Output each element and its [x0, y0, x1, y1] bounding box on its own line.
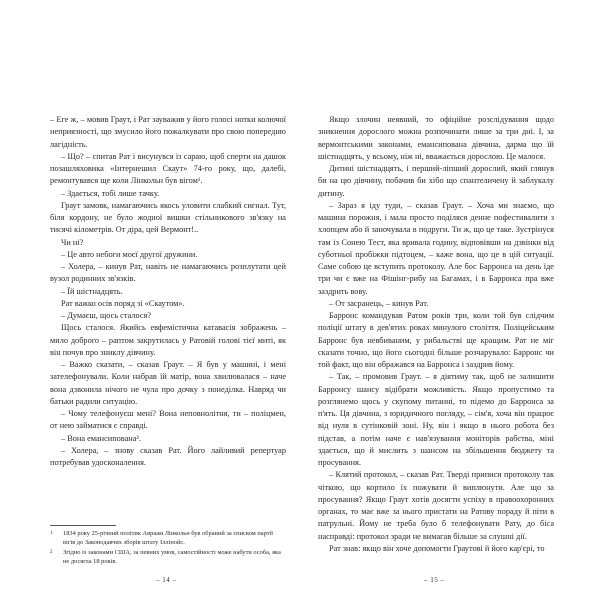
paragraph: – Важко сказати, – сказав Граут. – Я був у машині, і мені зателефонували. Коли набрав їй матір, вона хвилювалася – наче вона дзвонила нічого не чула про дочку з понеділка. Навряд чи батьки радили ситуацію.	[50, 360, 286, 406]
paragraph: Барронс командував Ратом років три, коли той був слідчим поліції штату в дев'ятих роках минулого століття. Поліцейським Барронс був невбиваним, у рибальстві ще кращим. Рат не міг сказати точно, що його сьогодні більше розчарувало: Барронс чи той факт, що він ображався на Барронса і заздрив йому.	[318, 311, 554, 369]
footnotes	[50, 525, 286, 568]
paragraph: – Що? – спитав Рат і висунувся із сараю, щоб сперти на дашок позашляховика «Інтернешил Скаут» 74-го року, що, далебі, ремонтувався ще коли Лінкольн був вігом¹.	[50, 151, 286, 186]
paragraph: – Здається, тобі лише тачку.	[61, 188, 160, 198]
paragraph: – Зараз я іду туди, – сказав Граут. – Хоча ми знаємо, що машина порожня, і мала просто поділяся денне пофестивалити з хлопцем або й заночувала в подруги. Ти ж, що це таке. Зустрінуся там із Сонею Тест, яка вривала годину, відповівши на дзвінки від суботньої пробіжки підтоцем, – каже вона, що це в цій ситуації. Саме собою це вступить протоколу. Але бос Барронса на день їде три чи є вже на Фішінг-рибу на Багамах, і в Барронса пра вже заздрить вову.	[318, 200, 554, 296]
left-page	[50, 114, 286, 469]
paragraph: – От засранець, – кинув Рат.	[329, 298, 429, 308]
paragraph: Рат важко осів поряд зі «Скаутом».	[61, 298, 185, 308]
paragraph: Граут замовк, намагаючись якось уловити слабкий сигнал. Тут, біля кордону, не було жодної вишки стільникового зв'язку на тисячі кілометрів. От діра, цей Вермонт!..	[50, 200, 286, 235]
paragraph: – Чому телефонуєш мені? Вона неповнолітня, ти – поліцмен, от нею займатися є справді.	[50, 409, 286, 431]
footnote-text: 1834 року 25-річний політик Авраам Лінкольн був обраний за списком партії вігів до Законодавчих зборів штату Іллінойс.	[63, 530, 274, 546]
paragraph: – Це авто небоги моєї другої дружини.	[61, 249, 198, 259]
footnote-divider	[50, 525, 116, 526]
paragraph: Чи ні?	[61, 237, 84, 247]
paragraph: Якщо злочин неявний, то офіційне розслідування щодо зникнення дорослого можна розпочинати лише за три дні. І, за вермонтськими законами, емансипована дівчина, дарма що їй шістнадцять, у всьому, ніж ні, вважається дорослою. Це малося.	[318, 115, 554, 161]
paragraph: Рат знав: якщо він хоче допомогти Граутові й його кар'єрі, то	[329, 543, 545, 553]
footnote-mark: 1	[50, 531, 53, 536]
right-page	[318, 114, 554, 555]
paragraph: Щось сталося. Якийсь евфемістична катавасія зображень – мило доброго – раптом закрутилась у Ратовій голові тієї миті, як він почув про зниклу дівчину.	[50, 323, 286, 357]
footnote-text: Згідно із законами США, за певних умов, самостійності може набути особа, яка не досягла 18 років.	[63, 549, 281, 565]
paragraph: Дитині шістнадцять, і перший-ліпший дорослий, який глянув би на цю дівчину, побачив би хібо що спантеличену й заблукалу дитину.	[318, 164, 554, 198]
footnote	[50, 549, 286, 566]
paragraph: – Холера, – кинув Рат, навіть не намагаючись розплутати цей вузол родинних зв'язків.	[50, 262, 286, 284]
paragraph: – Їй шістнадцять.	[61, 286, 123, 296]
paragraph: – Так, – промовив Граут. – я діятиму так, щоб не залишити Барронсу шансу відібрати можливість. Якщо пропустимо та розглянемо щось у скупому питанні, то підемо до Барронса за п'ять. Ця дівчина, з юридичного погляду, – сім'я, хоча він працює від нуля в сутінковій зоні. Ну, він і якщо в нього робота без підстав, а потім наче є нав'язування моніторів рабства, міні здається, що й мислить з шансом на збільшення бюджету та просування.	[318, 372, 554, 467]
footnote-mark: 2	[50, 550, 53, 556]
page-number-right: – 15 –	[424, 576, 445, 584]
paragraph: – Клятий протокол, – сказав Рат. Тверді приписи протоколу так чіткою, що кортило їх пожувати й виплюнути. Але що за просування? Якщо Граут хотів досягти успіху в правоохоронних органах, то має вже за нього пристати на Ратову пораду й піти в патрульні. Йому не треба було б телефонувати Рату, до біса насправді: протокол зради не вимагав більше за слушні дії.	[318, 470, 554, 541]
paragraph: – Еге ж, – мовив Граут, і Рат зауважив у його голосі нотки колючої неприязності, що змусило його пожалкувати про свою попередню лагідність.	[50, 115, 286, 149]
paragraph: – Думаєш, щось сталося?	[61, 311, 152, 320]
paragraph: – Холера, – знову сказав Рат. Його лайливий репертуар потребував удосконалення.	[50, 445, 286, 467]
page-number-left: – 14 –	[156, 576, 177, 584]
paragraph: – Вона емансипована².	[61, 433, 141, 443]
footnote	[50, 530, 286, 547]
